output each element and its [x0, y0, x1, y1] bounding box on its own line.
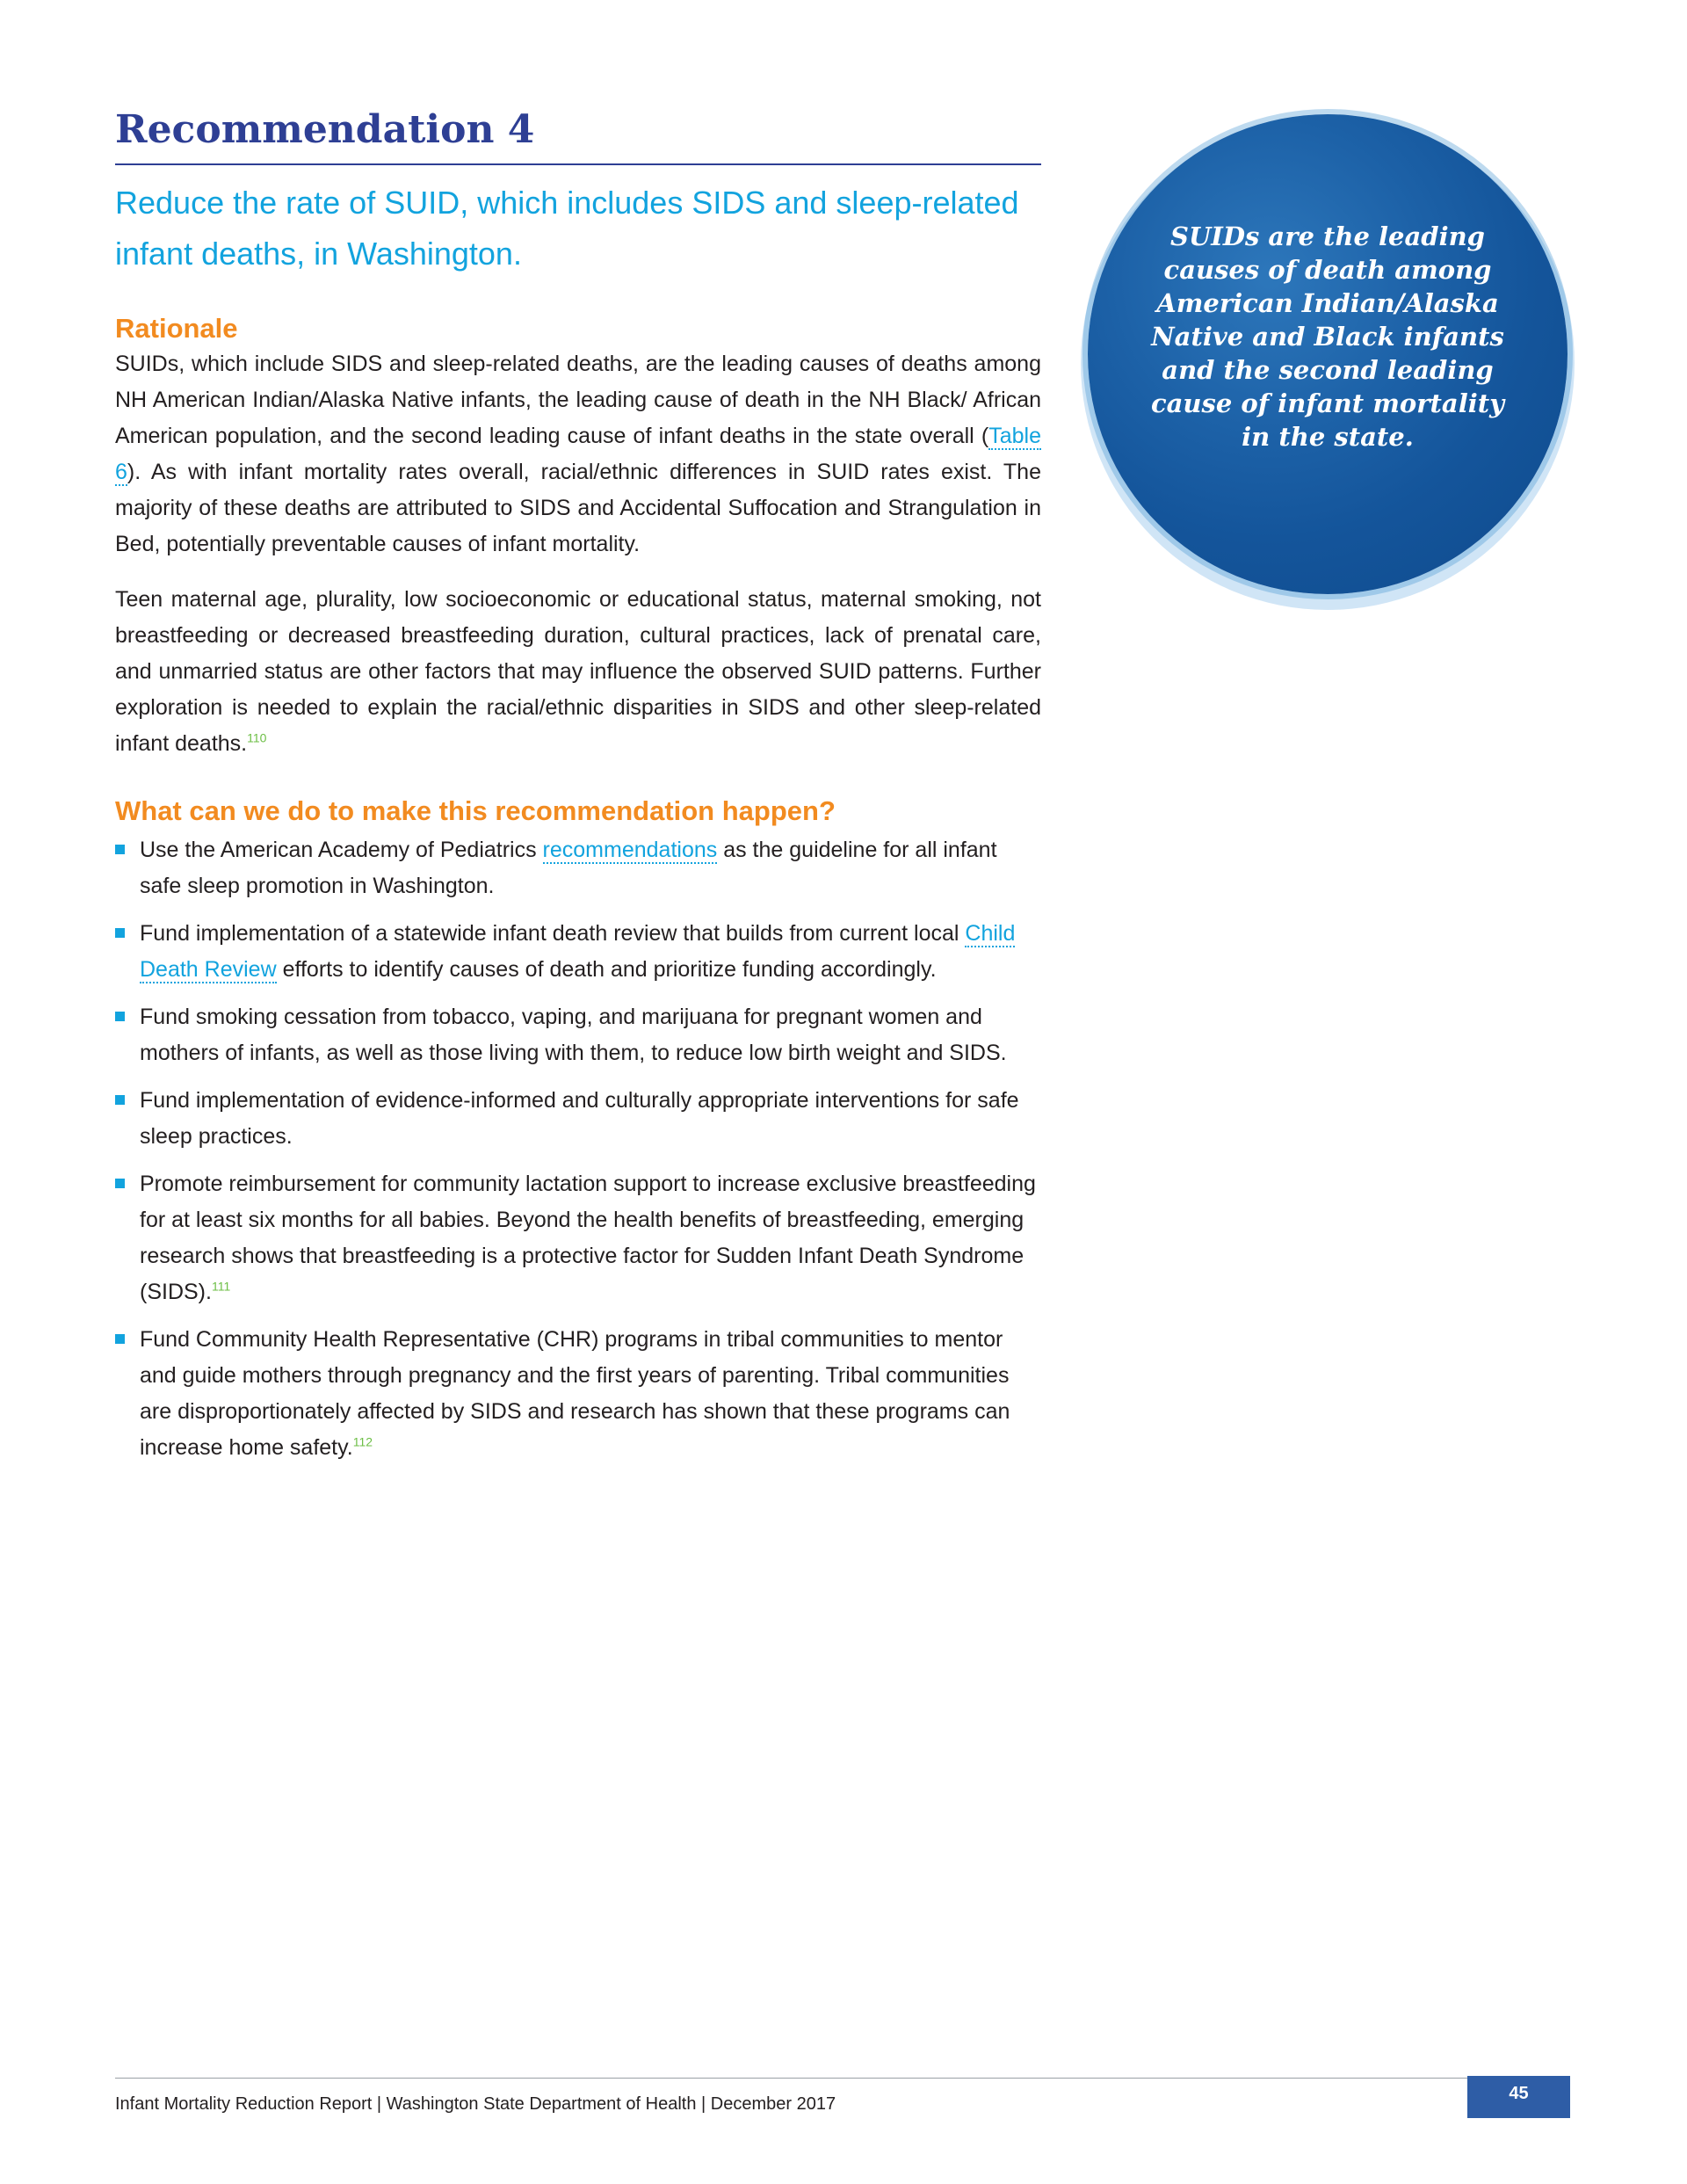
bullet-2-text-b: efforts to identify causes of death and prioritize funding accordingly. [276, 957, 937, 982]
square-bullet-icon [115, 1334, 125, 1344]
list-item [115, 832, 1041, 904]
footer-citation: Infant Mortality Reduction Report | Washington State Department of Health | December 2017 [115, 2094, 836, 2114]
square-bullet-icon [115, 1179, 125, 1188]
rationale-p2-text: Teen maternal age, plurality, low socioeconomic or educational status, maternal smoking, not breastfeeding or decreased breastfeeding duration, cultural practices, lack of prenatal care, and unmarried status are other factors that may influence the observed SUID patterns. Further exploration is needed to explain the racial/ethnic disparities in SIDS and other sleep-related infant deaths. [115, 587, 1041, 756]
actions-heading: What can we do to make this recommendation happen? [115, 795, 836, 826]
list-item [115, 916, 1041, 988]
list-item [115, 1322, 1041, 1466]
list-item [115, 1083, 1041, 1155]
action-list [115, 832, 1041, 1466]
bullet-3-text: Fund smoking cessation from tobacco, vaping, and marijuana for pregnant women and mothers of infants, as well as those living with them, to reduce low birth weight and SIDS. [140, 1005, 1007, 1065]
callout-circle [1088, 114, 1568, 594]
bullet-1-text-a: Use the American Academy of Pediatrics [140, 838, 543, 862]
square-bullet-icon [115, 928, 125, 938]
square-bullet-icon [115, 1012, 125, 1021]
subtitle-line-2: infant deaths, in Washington. [115, 236, 522, 272]
aap-recommendations-link[interactable]: recommendations [542, 838, 718, 862]
table-6-link[interactable]: Table 6 [115, 424, 1041, 484]
bullet-5-text: Promote reimbursement for community lactation support to increase exclusive breastfeeding for at least six months for all babies. Beyond the health benefits of breastfeeding, emerging research shows that breastfeeding is a protective factor for Sudden Infant Death Syndrome (SIDS). [140, 1172, 1036, 1304]
page-title: Recommendation 4 [115, 107, 535, 152]
footnote-ref-112: 112 [352, 1434, 373, 1449]
bullet-1-text-b: as the guideline for all infant safe sleep promotion in Washington. [140, 838, 997, 898]
main-content [115, 104, 1041, 1477]
footnote-ref-110: 110 [247, 730, 267, 745]
bullet-2-text-a: Fund implementation of a statewide infant death review that builds from current local [140, 921, 966, 946]
square-bullet-icon [115, 1095, 125, 1105]
rationale-p1-text-a: SUIDs, which include SIDS and sleep-related deaths, are the leading causes of deaths among NH American Indian/Alaska Native infants, the leading cause of death in the NH Black/ African American population, and the second leading cause of infant deaths in the state overall ( [115, 352, 1041, 448]
footer-divider [115, 2078, 1570, 2079]
page-number: 45 [1467, 2076, 1570, 2118]
footnote-ref-111: 111 [211, 1279, 231, 1294]
callout-text: SUIDs are the leading causes of death among American Indian/Alaska Native and Black infants and the second leading cause of infant mortality in the state. [1150, 221, 1505, 452]
list-item [115, 1166, 1041, 1310]
recommendation-subtitle [115, 178, 1041, 279]
square-bullet-icon [115, 845, 125, 854]
bullet-4-text: Fund implementation of evidence-informed and culturally appropriate interventions for safe sleep practices. [140, 1088, 1019, 1149]
rationale-paragraph-1 [115, 346, 1041, 562]
rationale-heading: Rationale [115, 313, 238, 344]
list-item [115, 999, 1041, 1071]
rationale-paragraph-2 [115, 582, 1041, 762]
title-divider [115, 163, 1041, 165]
rationale-p1-text-b: ). As with infant mortality rates overall, racial/ethnic differences in SUID rates exist. The majority of these deaths are attributed to SIDS and Accidental Suffocation and Strangulation in Bed, potentially preventable causes of infant mortality. [115, 460, 1041, 556]
subtitle-line-1: Reduce the rate of SUID, which includes SIDS and sleep-related [115, 185, 1019, 221]
child-death-review-link[interactable]: Child Death Review [140, 921, 1016, 982]
bullet-6-text: Fund Community Health Representative (CHR) programs in tribal communities to mentor and guide mothers through pregnancy and the first years of parenting. Tribal communities are disproportionately affected by SIDS and research has shown that these programs can increase home safety. [140, 1327, 1010, 1460]
